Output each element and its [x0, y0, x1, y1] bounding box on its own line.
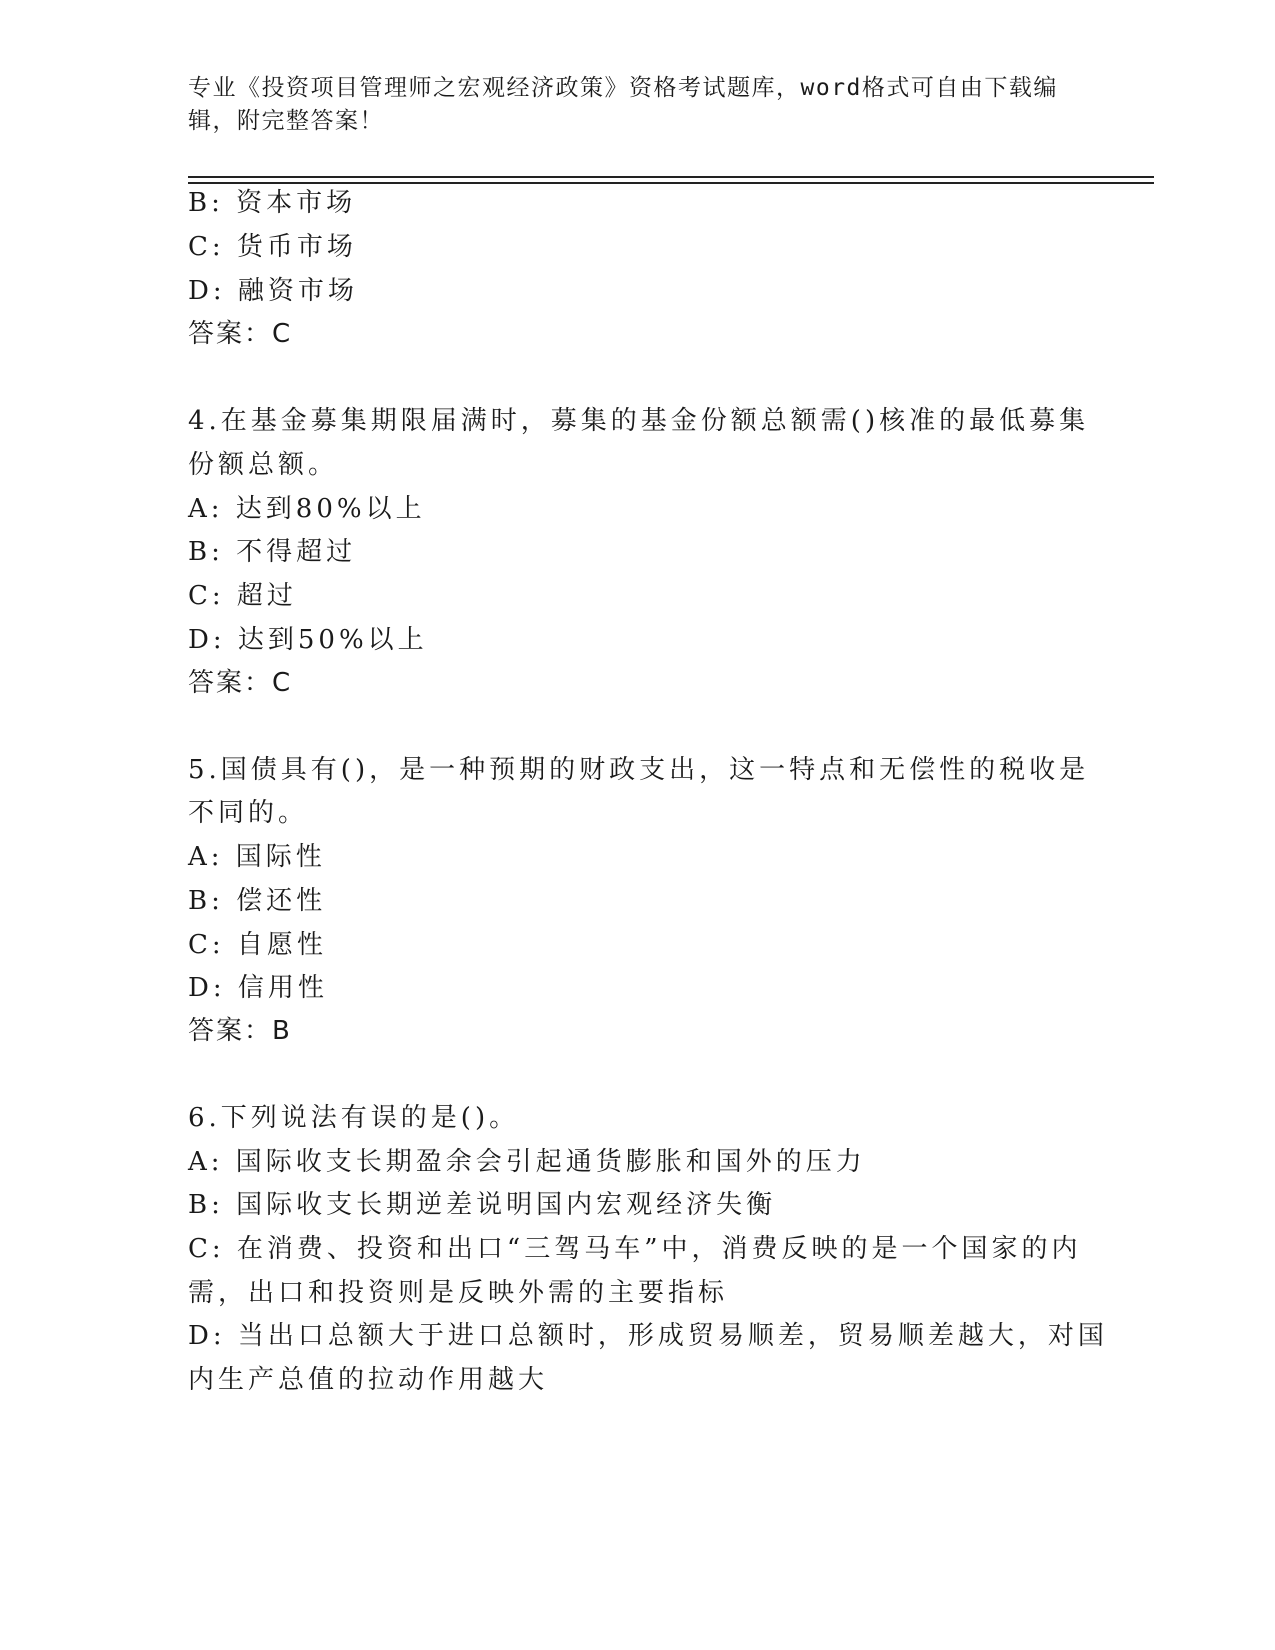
q5-answer: 答案：B [188, 1016, 292, 1046]
q4-stem-line-1: 4.在基金募集期限届满时，募集的基金份额总额需()核准的最低募集 [188, 406, 1090, 436]
q4-answer: 答案：C [188, 668, 293, 698]
document-header [188, 72, 1068, 138]
q4-option-d: D: 达到50%以上 [188, 625, 428, 655]
q6-stem: 6.下列说法有误的是()。 [188, 1103, 520, 1133]
q4-stem-line-2: 份额总额。 [188, 450, 339, 480]
q5-option-d: D: 信用性 [188, 973, 328, 1003]
header-title-line-2: 辑，附完整答案！ [188, 108, 384, 134]
header-divider-top [188, 176, 1154, 178]
q4-option-a: A: 达到80%以上 [188, 494, 426, 524]
q5-option-a: A: 国际性 [188, 842, 326, 872]
q6-option-c-line-1: C: 在消费、投资和出口“三驾马车”中，消费反映的是一个国家的内 [188, 1234, 1082, 1264]
q6-option-d-line-1: D: 当出口总额大于进口总额时，形成贸易顺差，贸易顺差越大，对国 [188, 1321, 1108, 1351]
q6-option-d-line-2: 内生产总值的拉动作用越大 [188, 1365, 549, 1395]
q6-option-c-line-2: 需，出口和投资则是反映外需的主要指标 [188, 1278, 729, 1308]
q3-option-b: B: 资本市场 [188, 188, 357, 218]
q3-answer: 答案：C [188, 319, 293, 349]
q5-stem-line-2: 不同的。 [188, 798, 309, 828]
header-title-line-1: 专业《投资项目管理师之宏观经济政策》资格考试题库，word格式可自由下载编 [188, 75, 1058, 101]
q5-option-c: C: 自愿性 [188, 930, 327, 960]
q3-option-d: D: 融资市场 [188, 276, 358, 306]
q5-stem-line-1: 5.国债具有()，是一种预期的财政支出，这一特点和无偿性的税收是 [188, 755, 1090, 785]
q4-option-c: C: 超过 [188, 581, 297, 611]
q6-option-b: B: 国际收支长期逆差说明国内宏观经济失衡 [188, 1190, 777, 1220]
q4-option-b: B: 不得超过 [188, 537, 357, 567]
q5-option-b: B: 偿还性 [188, 886, 327, 916]
header-divider-bottom [188, 182, 1154, 184]
q3-option-c: C: 货币市场 [188, 232, 357, 262]
q6-option-a: A: 国际收支长期盈余会引起通货膨胀和国外的压力 [188, 1147, 866, 1177]
